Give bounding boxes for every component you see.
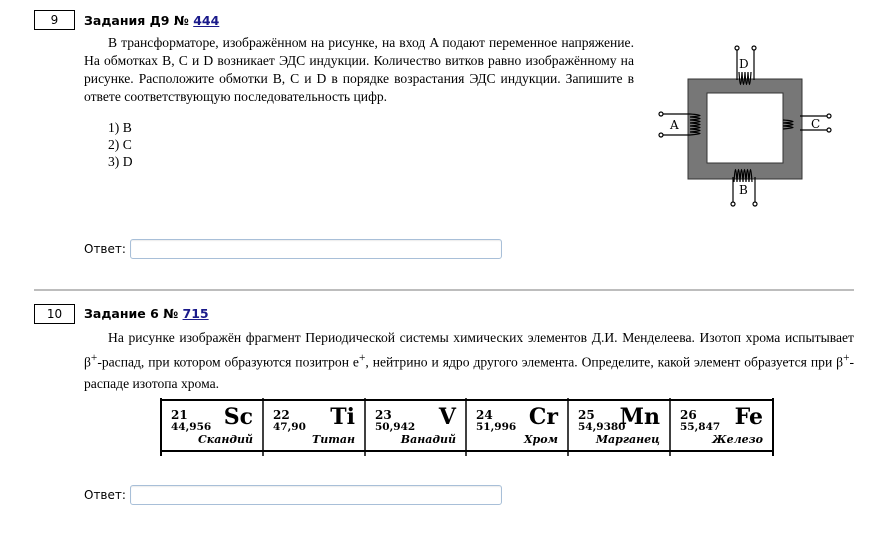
element-cell [569, 402, 670, 446]
element-cell [366, 402, 466, 446]
answer-input[interactable] [130, 485, 502, 505]
task-text: На рисунке изображён фрагмент Периодической системы химических элементов Д.И. Менделеева. Изотоп хрома испытывает β+-распад, при котором образуются позитрон e+, нейтрино и ядро другого элемента. Определите, какой элемент образуется при β+-распаде изотопа хрома. [84, 330, 855, 391]
element-symbol: Cr [528, 404, 558, 430]
atomic-number: 26 [680, 408, 697, 422]
element-symbol: V [438, 404, 456, 430]
option-item: 1) B [108, 120, 132, 135]
option-item: 3) D [108, 154, 133, 169]
task-title [84, 306, 209, 321]
periodic-table [160, 398, 774, 456]
task-number-box: 9 [34, 10, 75, 30]
element-cell [264, 402, 365, 446]
element-cell [467, 402, 568, 446]
label-b: B [739, 183, 748, 197]
element-name: Марганец [595, 433, 660, 446]
label-c: C [811, 117, 821, 131]
task-number-box: 10 [34, 304, 75, 324]
element-name: Хром [523, 433, 558, 446]
answer-label: Ответ: [84, 242, 126, 256]
answer-label: Ответ: [84, 488, 126, 502]
element-name: Скандий [198, 433, 253, 446]
task-title [84, 13, 219, 28]
element-symbol: Ti [330, 404, 355, 430]
answer-input[interactable] [130, 239, 502, 259]
element-name: Ванадий [400, 433, 456, 446]
task-divider [34, 289, 854, 291]
option-item: 2) C [108, 137, 132, 152]
atomic-number: 22 [273, 408, 290, 422]
atomic-mass: 50,942 [375, 421, 416, 433]
atomic-mass: 54,9380 [578, 421, 626, 433]
atomic-number: 21 [171, 408, 188, 422]
task-link[interactable]: 715 [182, 306, 209, 321]
element-cell [671, 402, 773, 446]
atomic-number: 23 [375, 408, 392, 422]
atomic-mass: 55,847 [680, 421, 721, 433]
task-text: В трансформаторе, изображённом на рисунке, на вход A подают переменное напряжение. На обмотках B, C и D возникает ЭДС индукции. Количество витков равно изображённому на рисунке. Расположите обмотки B, C и D в порядке возрастания ЭДС индукции. Запишите в ответе соответствующую последовательность цифр. [84, 35, 634, 104]
element-name: Титан [312, 433, 355, 446]
transformer-diagram [655, 42, 845, 212]
atomic-mass: 51,996 [476, 421, 517, 433]
task-title-prefix: Задания Д9 № [84, 13, 189, 28]
task-title-prefix: Задание 6 № [84, 306, 179, 321]
atomic-number: 25 [578, 408, 595, 422]
atomic-mass: 47,90 [273, 421, 306, 433]
element-symbol: Mn [619, 404, 660, 430]
element-symbol: Sc [223, 404, 253, 430]
label-a: A [670, 118, 679, 132]
task-link[interactable]: 444 [193, 13, 220, 28]
answer-options [108, 119, 133, 170]
atomic-number: 24 [476, 408, 493, 422]
element-cell [162, 402, 263, 446]
atomic-mass: 44,956 [171, 421, 212, 433]
label-d: D [739, 57, 749, 71]
element-name: Железо [712, 433, 763, 446]
element-symbol: Fe [734, 404, 763, 430]
